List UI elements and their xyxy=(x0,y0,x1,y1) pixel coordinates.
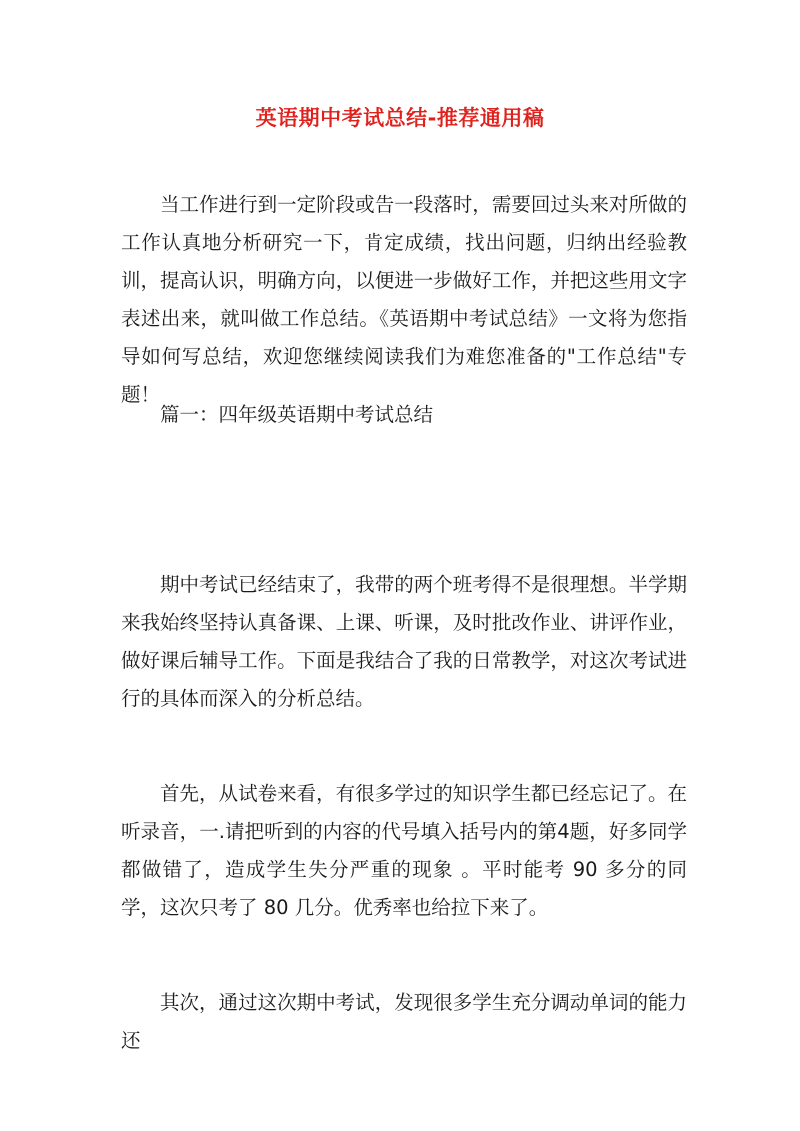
intro-paragraph: 当工作进行到一定阶段或告一段落时，需要回过头来对所做的工作认真地分析研究一下，肯定成绩，找出问题，归纳出经验教训，提高认识，明确方向，以便进一步做好工作，并把这些用文字表述出来，就叫做工作总结。《英语期中考试总结》一文将为您指导如何写总结，欢迎您继续阅读我们为难您准备的"工作总结"专题！ xyxy=(121,193,687,406)
body-paragraph: 期中考试已经结束了，我带的两个班考得不是很理想。半学期来我始终坚持认真备课、上课、听课，及时批改作业、讲评作业，做好课后辅导工作。下面是我结合了我的日常教学，对这次考试进行的具体而深入的分析总结。 xyxy=(121,573,687,710)
section-heading: 篇一：四年级英语期中考试总结 xyxy=(160,403,434,426)
body-paragraph: 其次，通过这次期中考试，发现很多学生充分调动单词的能力还 xyxy=(121,991,687,1052)
document-title: 英语期中考试总结-推荐通用稿 xyxy=(255,106,545,130)
body-paragraph: 首先，从试卷来看，有很多学过的知识学生都已经忘记了。在听录音，一.请把听到的内容的代号填入括号内的第4题，好多同学都做错了，造成学生失分严重的现象 。平时能考 90 多分的同学，这次只考了 80 几分。优秀率也给拉下来了。 xyxy=(121,782,687,919)
